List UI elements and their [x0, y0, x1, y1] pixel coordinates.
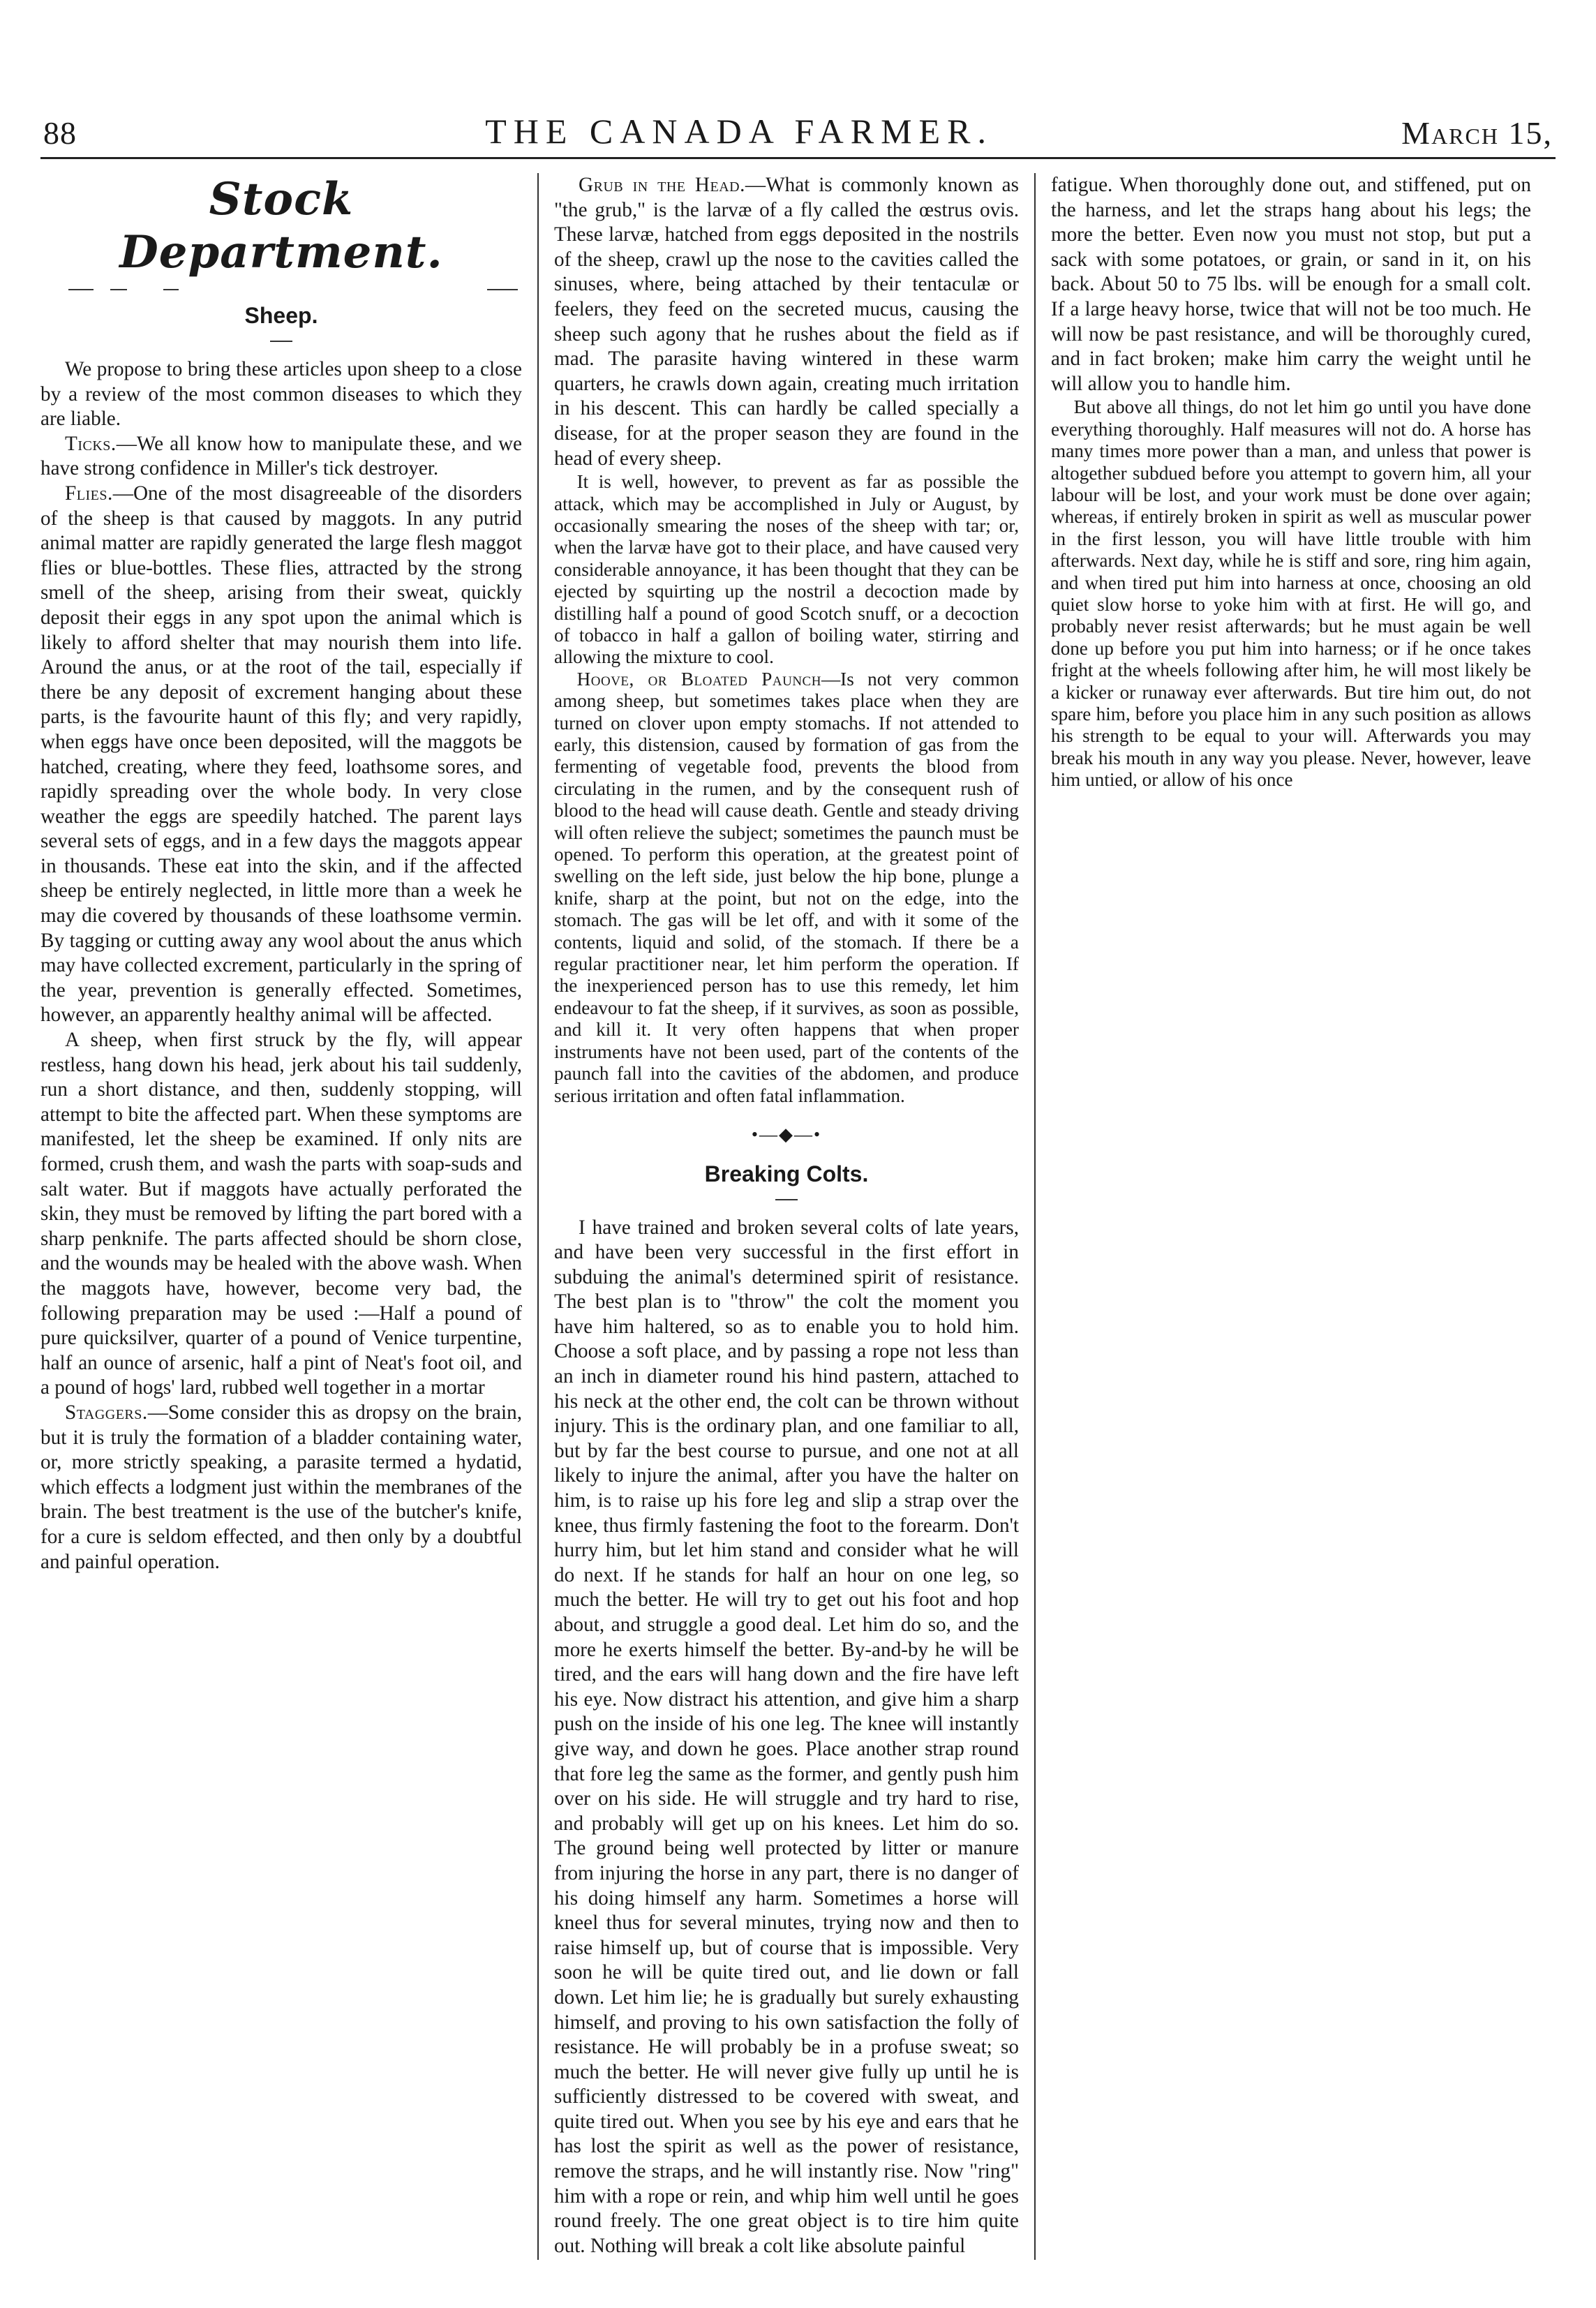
flies-text: —One of the most disagreeable of the disorders of the sheep is that caused by maggots. In any putrid animal matter are rapidly generated the large flesh maggot flies or blue-bottles. These flies, attracted by the strong smell of the sheep, arising from their sweat, quickly deposit their eggs in any spot upon the animal which is likely to afford shelter that may nourish them into life. Around the anus, or at the root of the tail, especially if there be any deposit of excrement hanging about these parts, is the favourite haunt of this fly; and very rapidly, when eggs have once been deposited, will the maggots be hatched, creating, where they feed, loathsome sores, and rapidly spreading over the whole body. In very close weather the eggs are speedily hatched. The parent lays several sets of eggs, and in a few days the maggots appear in thousands. These eat into the skin, and if the affected sheep be entirely neglected, in little more than a week he may die covered by thousands of these loathsome vermin. By tagging or cutting away any wool about the anus which may have collected excrement, particularly in the spring of the year, prevention is generally effected. Sometimes, however, an apparently healthy animal will be affected. — [40, 482, 522, 1027]
grub-heading: Grub in the Head. — [579, 174, 745, 196]
grub-text: —What is commonly known as "the grub," is the larvæ of a fly called the œstrus ovis. These larvæ, hatched from eggs deposited in the nostrils of the sheep, crawl up the nose to the cavities called the sinuses, where, being attached by their tentaculæ or feelers, they feed on the secreted mucus, causing the sheep such agony that he rushes about the field as if mad. The parasite having wintered in these warm quarters, he crawls down again, creating much irritation in his descent. This can hardly be called specially a disease, for at the proper season they are found in the head of every sheep. — [554, 174, 1019, 470]
grub-paragraph — [554, 173, 1019, 471]
column-2 — [537, 173, 1034, 2260]
hoove-paragraph — [554, 669, 1019, 1107]
sheep-intro: We propose to bring these articles upon sheep to a close by a review of the most common diseases to which they are liable. — [40, 358, 522, 431]
sheep-article-title: Sheep. — [244, 303, 318, 328]
grub-paragraph-2: It is well, however, to prevent as far as possible the attack, which may be accomplished in July or August, by occasionally smearing the noses of the sheep with tar; or, when the larvæ have got to their place, and have caused very considerable annoyance, it has been thought that they can be ejected by squirting up the nostril a decoction made by distilling half a pound of good Scotch snuff, or a decoction of tobacco in half a gallon of boiling water, stirring and allowing the mixture to cool. — [554, 471, 1019, 668]
ticks-heading: Ticks. — [65, 432, 117, 455]
hoove-text: —Is not very common among sheep, but sometimes takes place when they are turned on clover upon empty stomachs. If not attended to early, this distension, caused by formation of gas from the fermenting of vegetable food, prevents the blood from circulating in the rumen, and by the consequent rush of blood to the head will cause death. Gentle and steady driving will often relieve the subject; sometimes the paunch must be opened. To perform this operation, at the greatest point of swelling on the left side, just below the hip bone, plunge a knife, sharp at the point, but not on the edge, into the stomach. The gas will be let off, and with it some of the contents, liquid and solid, of the stomach. If there be a regular practitioner near, let him perform the operation. If the inexperienced person has to use this remedy, let him endeavour to fat the sheep, if it survives, as soon as possible, and kill it. It very often happens that when proper instruments have not been used, part of the contents of the paunch fall into the cavities of the abdomen, and produce serious irritation and often fatal inflammation. — [554, 668, 1019, 1106]
ticks-paragraph — [40, 432, 522, 482]
column-1 — [40, 173, 537, 2260]
staggers-paragraph — [40, 1401, 522, 1574]
colts-paragraph-1: I have trained and broken several colts of late years, and have been very successful in the first effort in subduing the animal's determined spirit of resistance. The best plan is to "throw" the colt the moment you have him haltered, so as to enable you to hold him. Choose a soft place, and by passing a rope not less than an inch in diameter round his hind pastern, attached to his neck at the other end, the colt can be thrown without injury. This is the ordinary plan, and one familiar to all, but by far the best course to pursue, and one not at all likely to injure the animal, after you have the halter on him, is to raise up his fore leg and slip a strap over the knee, thus firmly fastening the foot to the forearm. Don't hurry him, but let him stand and consider what he will do next. If he stands for half an hour on one leg, so much the better. He will try to get out his foot and hop about, and struggle a good deal. Let him do so, and the more he exerts himself the better. By-and-by he will be tired, and the ears will hang down and the fire have left his eye. Now distract his attention, and give him a sharp push on the inside of his one leg. The knee will instantly give way, and down he goes. Place another strap round that fore leg the same as the former, and gently push him over on his side. He will struggle and try hard to rise, and probably will get up on his knees. Let him do so. The ground being well protected by litter or manure from injuring the horse in any part, there is no danger of his doing himself any harm. Sometimes a horse will kneel thus for several minutes, trying now and then to raise himself up, but of course that is impossible. Very soon he will be quite tired out, and lie down or fall down. Let him lie; he is gradually but surely exhausting himself, and proving to his own satisfaction the folly of resistance. He will probably be in a profuse sweat; so much the better. He will never give fully up until he is sufficiently distressed to be covered with sweat, and quite tired out. When you see by his eye and ears that he has lost the spirit as well as the power of resistance, remove the straps, and he will instantly rise. Now "ring" him with a rope or rein, and whip him well until he goes round freely. The one great object is to tire him quite out. Nothing will break a colt like absolute painful — [554, 1216, 1019, 2257]
section-ornament: •—◆—• — [751, 1124, 822, 1145]
hoove-heading: Hoove, or Bloated Paunch — [576, 668, 821, 690]
column-3 — [1034, 173, 1531, 2260]
department-divider — [40, 283, 522, 296]
issue-date: March 15, — [1401, 115, 1553, 151]
colts-paragraph-1-continued: fatigue. When thoroughly done out, and stiffened, put on the harness, and let the straps hang about his legs; the more the better. Even now you must not stop, but put a sack with some potatoes, or grain, or sand in it, on his back. About 50 to 75 lbs. will be enough for a small colt. If a large heavy horse, twice that will not be too much. He will now be past resistance, and will be thoroughly cured, and in fact broken; make him carry the weight until he will allow you to handle him. — [1051, 174, 1531, 395]
flies-paragraph — [40, 482, 522, 1028]
ticks-text: —We all know how to manipulate these, and we have strong confidence in Miller's tick destroyer. — [40, 432, 522, 480]
flies-heading: Flies. — [65, 482, 113, 505]
colts-title-rule — [775, 1199, 798, 1200]
newspaper-title: THE CANADA FARMER. — [485, 112, 993, 151]
staggers-heading: Staggers. — [65, 1401, 148, 1424]
colts-paragraph-2: But above all things, do not let him go until you have done everything thoroughly. Half measures will not do. A horse has many times more power than a man, and unless that power is altogether subdued before you attempt to govern him, all your labour will be lost, and your work must be done over again; whereas, if entirely broken in spirit as well as muscular power in the first lesson, you will have little trouble with him afterwards. Next day, while he is stiff and sore, ring him again, and when tired put him into harness at once, choosing an old quiet slow horse to yoke him with at first. He will go, and probably never resist afterwards; but he must again be well done up before you put him into harness; or if he once takes fright at the wheels following after him, he will most likely be a kicker or runaway ever afterwards. But tire him out, do not spare him, before you place him in any such position as allows his strength to be equal to your will. Afterwards you may break his mouth in any way you please. Never, however, leave him untied, or allow of his once — [1051, 396, 1531, 791]
department-title: Stock Department. — [119, 173, 443, 278]
staggers-text: —Some consider this as dropsy on the brain, but it is truly the formation of a bladder containing water, or, more strictly speaking, a parasite termed a hydatid, which effects a lodgment just within the membranes of the brain. The best treatment is the use of the butcher's knife, for a cure is seldom effected, and then only by a doubtful and painful operation. — [40, 1401, 522, 1573]
article-columns — [40, 173, 1556, 2260]
page-header — [40, 105, 1556, 159]
flies-paragraph-2: A sheep, when first struck by the fly, will appear restless, hang down his head, jerk about his tail suddenly, run a short distance, and then, suddenly stopping, will attempt to bite the affected part. When these symptoms are manifested, let the sheep be examined. If only nits are formed, crush them, and wash the parts with soap-suds and salt water. But if maggots have actually perforated the skin, they must be removed by lifting the part bored with a sharp penknife. The parts affected should be shorn close, and the wounds may be healed with the above wash. When the maggots have, however, become very bad, the following preparation may be used :—Half a pound of pure quicksilver, quarter of a pound of Venice turpentine, half an ounce of arsenic, half a pint of Neat's foot oil, and a pound of hogs' lard, rubbed well together in a mortar — [40, 1029, 522, 1399]
page-number: 88 — [43, 115, 77, 151]
title-rule — [270, 341, 292, 342]
colts-article-title: Breaking Colts. — [704, 1161, 869, 1186]
